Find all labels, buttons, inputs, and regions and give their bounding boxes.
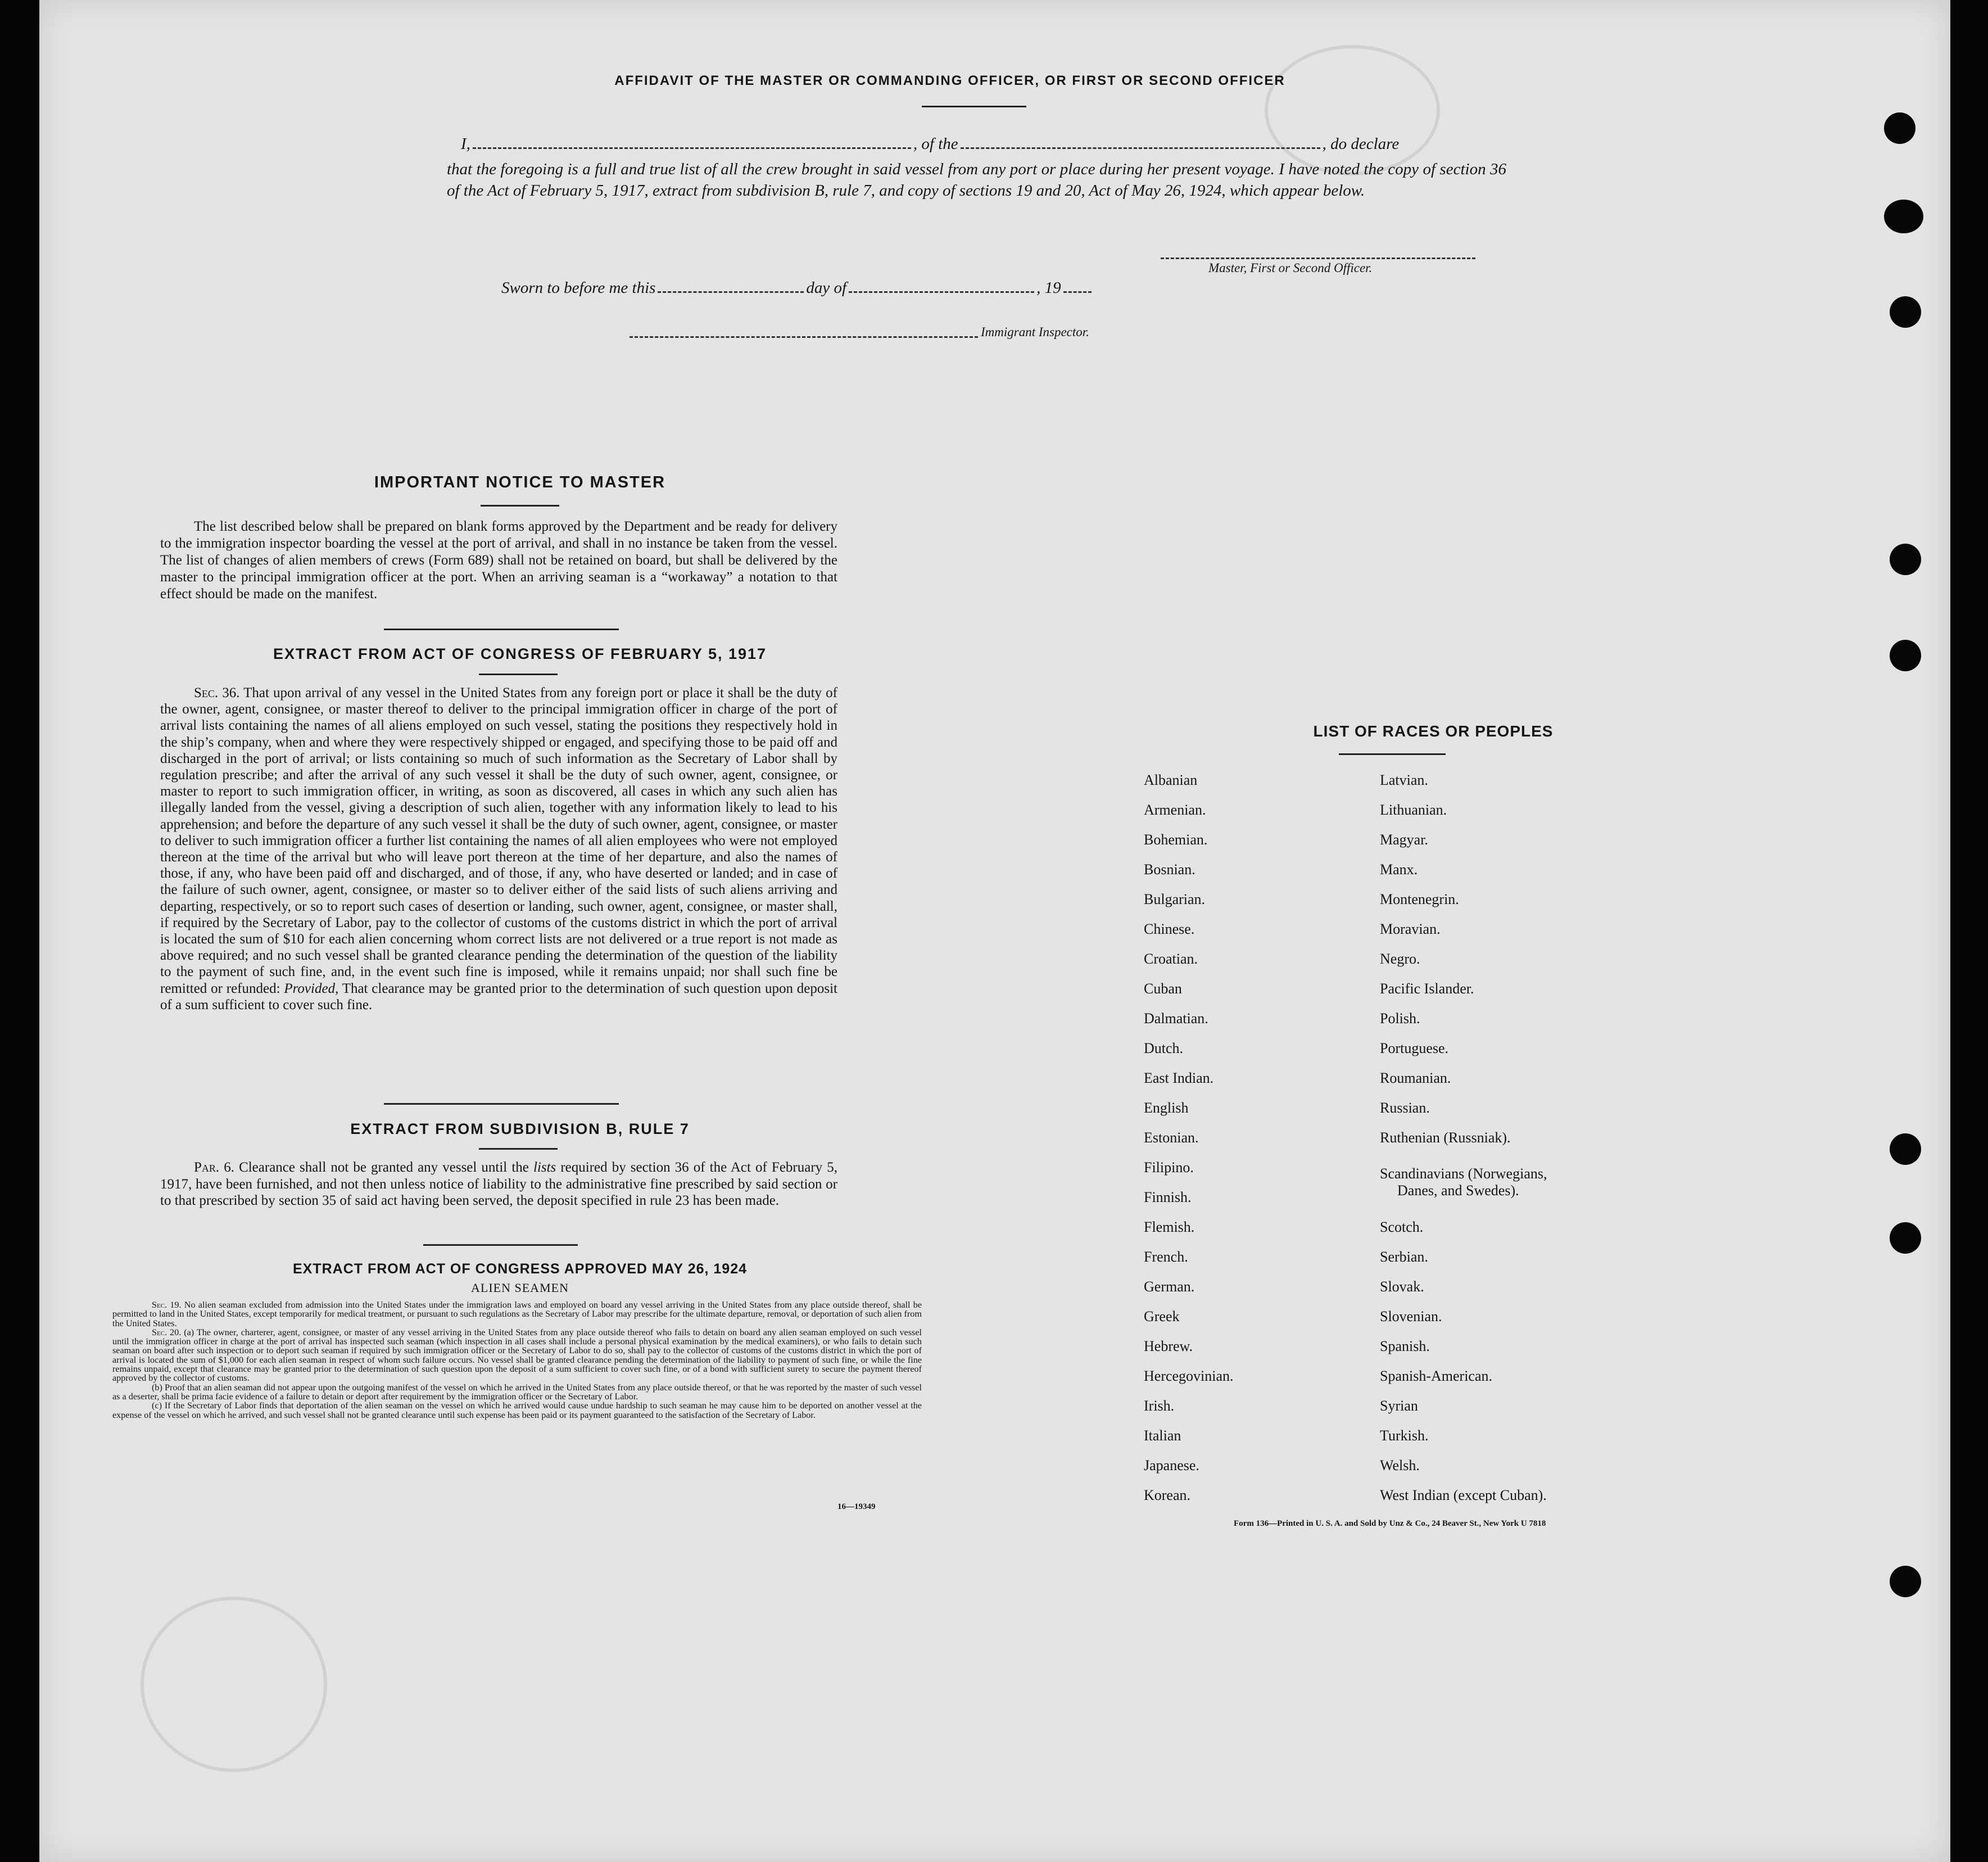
race-item: Finnish. xyxy=(1144,1189,1192,1205)
affidavit-i-label: I, xyxy=(461,135,470,153)
race-item: Magyar. xyxy=(1380,831,1428,848)
binder-hole-1 xyxy=(1884,112,1915,144)
notice-end-rule xyxy=(384,629,619,630)
extract-1924-subtitle: ALIEN SEAMEN xyxy=(471,1281,569,1295)
race-item: Danes, and Swedes). xyxy=(1397,1182,1519,1199)
race-item: Bohemian. xyxy=(1144,831,1208,848)
sec-36-label: Sec. 36. xyxy=(194,685,240,700)
race-item: Lithuanian. xyxy=(1380,802,1447,818)
notice-title-rule xyxy=(481,505,559,507)
sec-20a-paragraph xyxy=(112,1328,922,1383)
form-note: Form 136—Printed in U. S. A. and Sold by Unz & Co., 24 Beaver St., New York U 7818 xyxy=(1234,1519,1546,1528)
print-code: 16—19349 xyxy=(837,1502,876,1511)
affidavit-of-the-label: , of the xyxy=(913,135,958,153)
extract-1924-title: EXTRACT FROM ACT OF CONGRESS APPROVED MAY 26, 1924 xyxy=(292,1261,748,1277)
inspector-signature-line xyxy=(630,336,978,338)
race-item: Filipino. xyxy=(1144,1159,1194,1176)
extract-1917-end-rule xyxy=(384,1103,619,1105)
race-item: Chinese. xyxy=(1144,921,1195,937)
race-item: Estonian. xyxy=(1144,1129,1199,1146)
race-item: Slovenian. xyxy=(1380,1308,1442,1325)
binder-hole-8 xyxy=(1890,1566,1921,1597)
race-item: Japanese. xyxy=(1144,1457,1199,1474)
affidavit-body: that the foregoing is a full and true list of all the crew brought in said vessel from any port or place during her present voyage. I have noted the copy of section 36 of the Act of February 5, 1917, extract from subdivision B, rule 7, and copy of sections 19 and 20, Act of May 26, 1924, which appear below. xyxy=(447,160,1506,200)
seal-top-right xyxy=(1265,45,1440,175)
race-item: Slovak. xyxy=(1380,1278,1424,1295)
races-title: LIST OF RACES OR PEOPLES xyxy=(1313,722,1554,740)
notice-title: IMPORTANT NOTICE TO MASTER xyxy=(374,473,666,491)
sworn-day-blank[interactable] xyxy=(658,291,804,293)
race-item: Bosnian. xyxy=(1144,861,1195,878)
affidavit-title: AFFIDAVIT OF THE MASTER OR COMMANDING OFFICER, OR FIRST OR SECOND OFFICER xyxy=(614,73,1285,88)
par-6-text-b: required by section 36 of the Act of February 5, 1917, have been furnished, and not then unless notice of liability to the administrative fine prescribed by said section or to that prescribed by section 35 of said act having been served, the deposit specified in rule 23 has been made. xyxy=(160,1160,837,1208)
race-item: Flemish. xyxy=(1144,1219,1195,1235)
extract-rule7-title-rule xyxy=(479,1148,558,1150)
race-item: Albanian xyxy=(1144,772,1198,788)
race-item: Korean. xyxy=(1144,1487,1191,1503)
sworn-line xyxy=(501,279,1094,297)
inspector-signature-label: Immigrant Inspector. xyxy=(981,325,1089,339)
binder-hole-2 xyxy=(1884,200,1923,233)
race-item: Scotch. xyxy=(1380,1219,1424,1235)
race-item: German. xyxy=(1144,1278,1195,1295)
race-item: Turkish. xyxy=(1380,1427,1429,1444)
race-item: East Indian. xyxy=(1144,1070,1214,1086)
binder-hole-5 xyxy=(1890,640,1921,671)
race-item: Hercegovinian. xyxy=(1144,1368,1234,1384)
race-item: Syrian xyxy=(1380,1398,1418,1414)
provided-word: Provided, xyxy=(284,980,339,996)
lists-word: lists xyxy=(533,1160,556,1175)
race-item: Greek xyxy=(1144,1308,1180,1325)
race-item: Welsh. xyxy=(1380,1457,1420,1474)
race-item: Dutch. xyxy=(1144,1040,1184,1056)
sec-36-text: That upon arrival of any vessel in the United States from any foreign port or place it shall be the duty of the owner, agent, consignee, or master thereof to deliver to the principal immigration officer in charge of the port of arrival lists containing the names of all aliens employed on such vessel, stating the positions they respectively hold in the ship’s company, when and where they were respectively shipped or engaged, and specifying those to be paid off and discharged in the port of arrival; or lists containing so much of such information as the Secretary of Labor shall by regulation prescribe; and after the arrival of any such vessel it shall be the duty of such owner, agent, consignee, or master to report to such immigration officer, in writing, as soon as discovered, all cases in which any such alien has illegally landed from the vessel, giving a description of such alien, together with any information likely to lead to his apprehension; and before the departure of any such vessel it shall be the duty of such owner, agent, consignee, or master to deliver to such immigration officer a further list containing the names of all alien employees who were not employed thereon at the time of the arrival but who will leave port thereon at the time of her departure, and also the names of those, if any, who have been paid off and discharged, and of those, if any, who have deserted or landed; and in case of the failure of such owner, agent, consignee, or master so to deliver either of the said lists of such aliens arriving and departing, respectively, or so to report such cases of desertion or landing, such owner, agent, consignee, or master shall, if required by the Secretary of Labor, pay to the collector of customs of the customs district in which the port of arrival is located the sum of $10 for each alien concerning whom correct lists are not delivered or a true report is not made as above required; and no such vessel shall be granted clearance pending the determination of the question of the liability to the payment of such fine, and, in the event such fine is imposed, while it remains unpaid; nor shall such fine be remitted or refunded: xyxy=(160,685,837,996)
race-item: Dalmatian. xyxy=(1144,1010,1208,1027)
race-item: Hebrew. xyxy=(1144,1338,1193,1354)
race-item: Ruthenian (Russniak). xyxy=(1380,1129,1511,1146)
master-signature-line xyxy=(1161,257,1475,259)
race-item: Irish. xyxy=(1144,1398,1175,1414)
sworn-year-blank[interactable] xyxy=(1063,291,1092,293)
race-item: Spanish. xyxy=(1380,1338,1430,1354)
name-blank[interactable] xyxy=(473,147,911,149)
sec-20b-paragraph: (b) Proof that an alien seaman did not appear upon the outgoing manifest of the vessel on which he arrived in the United States from any place outside thereof, or that he was reported by the master of such vessel as a deserter, shall be prima facie evidence of a failure to detain or deport after requirement by the immigration officer or the Secretary of Labor. xyxy=(112,1382,922,1402)
extract-rule7-title: EXTRACT FROM SUBDIVISION B, RULE 7 xyxy=(350,1120,690,1137)
binder-hole-7 xyxy=(1890,1222,1921,1254)
race-item: Roumanian. xyxy=(1380,1070,1451,1086)
race-item: French. xyxy=(1144,1249,1188,1265)
extract-1917-body xyxy=(160,685,837,1013)
race-item: Scandinavians (Norwegians, xyxy=(1380,1165,1547,1182)
race-item: Latvian. xyxy=(1380,772,1428,788)
race-item: Bulgarian. xyxy=(1144,891,1206,907)
race-item: Pacific Islander. xyxy=(1380,980,1474,997)
provided-text: That clearance may be granted prior to the determination of such question upon deposit of a sum sufficient to cover such fine. xyxy=(160,980,837,1013)
race-item: Croatian. xyxy=(1144,951,1198,967)
extract-rule7-body xyxy=(160,1159,837,1209)
notice-body: The list described below shall be prepared on blank forms approved by the Department and be ready for delivery to the immigration inspector boarding the vessel at the port of arrival, and shall in no instance be taken from the vessel. The list of changes of alien members of crews (Form 689) shall not be retained on board, but shall be delivered by the master to the principal immigration officer at the port. When an arriving seaman is a “workaway” a notation to that effect should be made on the manifest. xyxy=(160,519,837,602)
seal-bottom-left xyxy=(141,1597,327,1772)
race-item: West Indian (except Cuban). xyxy=(1380,1487,1547,1503)
race-item: Polish. xyxy=(1380,1010,1420,1027)
races-title-rule xyxy=(1339,753,1446,755)
race-item: Spanish-American. xyxy=(1380,1368,1493,1384)
race-item: Russian. xyxy=(1380,1100,1430,1116)
race-item: Italian xyxy=(1144,1427,1181,1444)
sworn-year-label: , 19 xyxy=(1036,279,1061,297)
binder-hole-4 xyxy=(1890,544,1921,575)
sworn-prefix: Sworn to before me this xyxy=(501,279,656,297)
race-item: English xyxy=(1144,1100,1189,1116)
par-6-label: Par. 6. xyxy=(194,1160,234,1175)
extract-1917-title: EXTRACT FROM ACT OF CONGRESS OF FEBRUARY 5, 1917 xyxy=(273,645,767,662)
affidavit-declaration-line xyxy=(461,135,1506,153)
sec-20a-text: (a) The owner, charterer, agent, consignee, or master of any vessel arriving in the United States from any place outside thereof who fails to detain on board any alien seaman employed on such vessel until the immigration officer in charge at the port of arrival has inspected such seaman (which inspection in all cases shall include a personal physical examination by the medical examiners), or who fails to detain such seaman on board after such inspection or to deport such seaman if required by such immigration officer or the Secretary of Labor to do so, shall pay to the collector of customs of the customs district in which the port of arrival is located the sum of $1,000 for each alien seaman in respect of whom such failure occurs. No vessel shall be granted clearance pending the determination of the liability to payment of such fine, or while the fine remains unpaid, except that clearance may be granted prior to the determination of such question upon the deposit of a sum sufficient to cover such fine, or of a bond with sufficient surety to secure the payment thereof approved by the collector of customs. xyxy=(112,1327,922,1384)
sec-19-paragraph xyxy=(112,1300,922,1328)
extract-rule7-end-rule xyxy=(423,1244,578,1246)
race-item: Portuguese. xyxy=(1380,1040,1449,1056)
affidavit-title-rule xyxy=(922,106,1026,107)
master-signature-label: Master, First or Second Officer. xyxy=(1208,261,1373,275)
binder-hole-6 xyxy=(1890,1133,1921,1165)
race-item: Serbian. xyxy=(1380,1249,1428,1265)
race-item: Manx. xyxy=(1380,861,1418,878)
sec-20c-paragraph: (c) If the Secretary of Labor finds that deportation of the alien seaman on the vessel on which he arrived would cause undue hardship to such seaman he may cause him to be deported on another vessel at the expense of the vessel on which he arrived, and such vessel shall not be granted clearance until such expense has been paid or its payment guaranteed to the satisfaction of the Secretary of Labor. xyxy=(112,1400,922,1420)
race-item: Montenegrin. xyxy=(1380,891,1459,907)
sworn-month-blank[interactable] xyxy=(849,291,1034,293)
binder-hole-3 xyxy=(1890,296,1921,328)
race-item: Cuban xyxy=(1144,980,1182,997)
sworn-day-label: day of xyxy=(806,279,847,297)
affidavit-declare-label: , do declare xyxy=(1322,135,1400,153)
sec-19-label: Sec. 19. xyxy=(152,1300,182,1310)
vessel-blank[interactable] xyxy=(961,147,1320,149)
par-6-text-a: Clearance shall not be granted any vessel until the xyxy=(239,1160,529,1175)
sec-19-text: No alien seaman excluded from admission into the United States under the immigration laws and employed on board any vessel arriving in the United States from any place outside thereof, shall be permitted to land in the United States, except temporarily for medical treatment, or pursuant to such regulations as the Secretary of Labor may prescribe for the ultimate departure, removal, or deportation of such alien from the United States. xyxy=(112,1300,922,1328)
race-item: Moravian. xyxy=(1380,921,1441,937)
extract-1924-body xyxy=(112,1300,922,1420)
sec-20-label: Sec. 20. xyxy=(152,1327,182,1337)
document-page xyxy=(39,0,1950,1862)
extract-1917-title-rule xyxy=(479,674,558,675)
race-item: Negro. xyxy=(1380,951,1420,967)
race-item: Armenian. xyxy=(1144,802,1206,818)
